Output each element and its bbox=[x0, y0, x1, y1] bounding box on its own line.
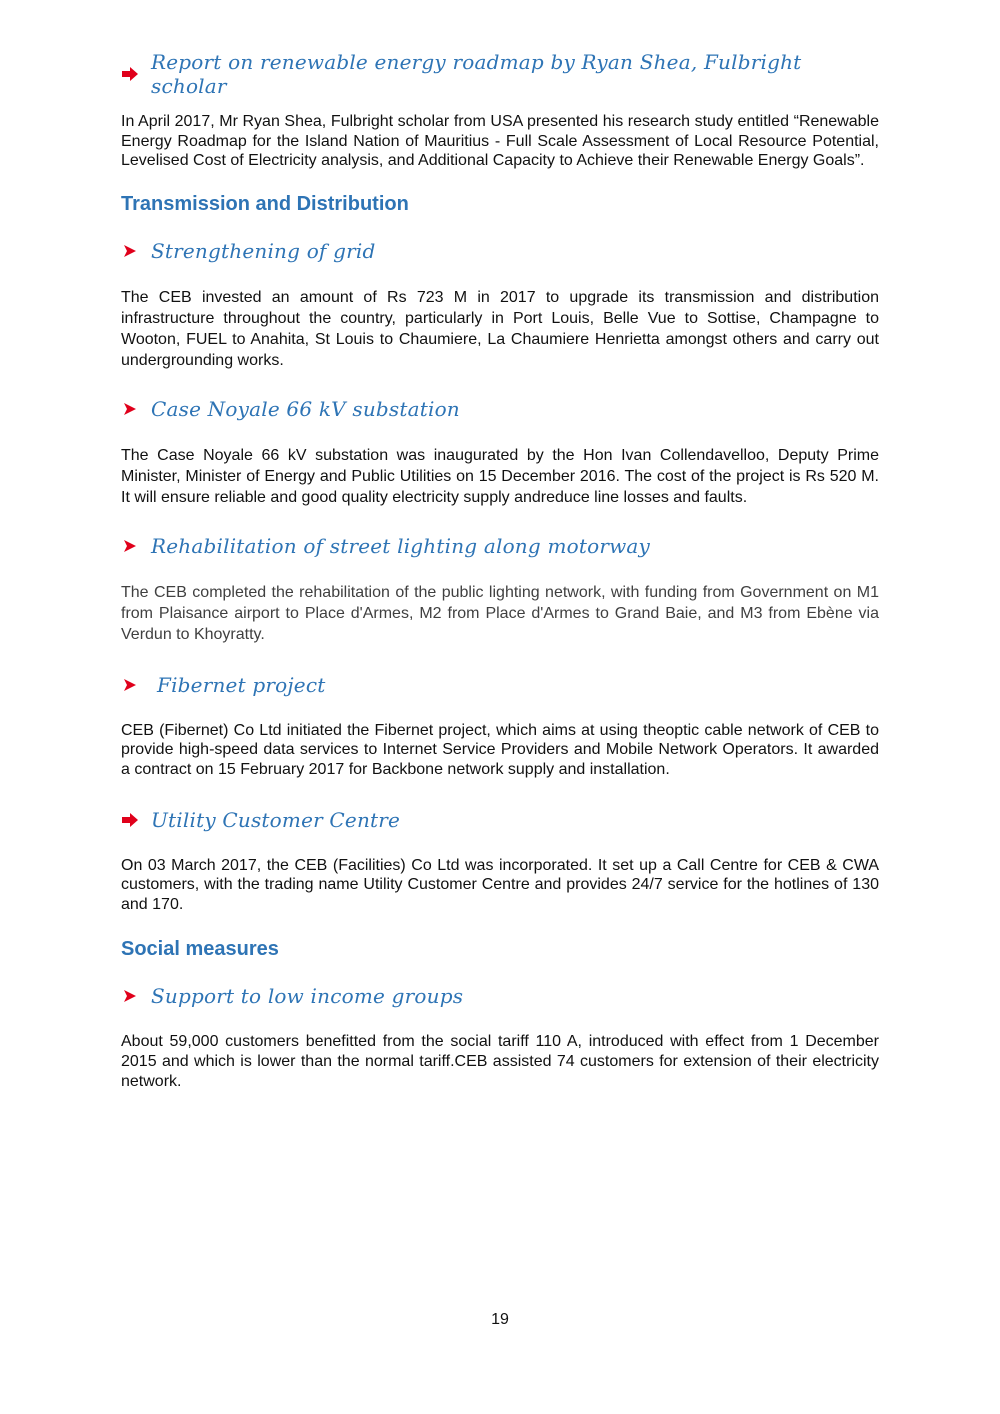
chevron-right-icon bbox=[121, 537, 139, 555]
subheading-substation bbox=[121, 391, 879, 427]
subheading-text: Case Noyale 66 kV substation bbox=[151, 396, 460, 421]
right-arrow-icon bbox=[121, 65, 139, 83]
paragraph-fibernet: CEB (Fibernet) Co Ltd initiated the Fibernet project, which aims at using theoptic cable network of CEB to provide high-speed data services to Internet Service Providers and Mobile Network Operators. It awarded a contract on 15 February 2017 for Backbone network supply and installation. bbox=[121, 721, 879, 778]
subheading-lighting bbox=[121, 528, 879, 564]
subheading-fibernet bbox=[121, 667, 879, 703]
page-number: 19 bbox=[491, 1311, 509, 1328]
subheading-text: Rehabilitation of street lighting along motorway bbox=[151, 533, 651, 558]
right-arrow-icon bbox=[121, 811, 139, 829]
document-page bbox=[121, 50, 879, 1091]
section-heading-social: Social measures bbox=[121, 938, 279, 961]
subheading-text: Fibernet project bbox=[157, 672, 326, 697]
chevron-right-icon bbox=[121, 242, 139, 260]
paragraph-substation: The Case Noyale 66 kV substation was inaugurated by the Hon Ivan Collendavelloo, Deputy Prime Minister, Minister of Energy and Public Utilities on 15 December 2016. The cost of the project is Rs 520 M. It will ensure reliable and good quality electricity supply andreduce line losses and faults. bbox=[121, 446, 879, 506]
paragraph-ucc: On 03 March 2017, the CEB (Facilities) Co Ltd was incorporated. It set up a Call Centre for CEB & CWA customers, with the trading name Utility Customer Centre and provides 24/7 service for the hotlines of 130 and 170. bbox=[121, 856, 879, 913]
chevron-right-icon bbox=[121, 676, 139, 694]
subheading-text: Utility Customer Centre bbox=[151, 807, 401, 832]
paragraph-support: About 59,000 customers benefitted from the social tariff 110 A, introduced with effect from 1 December 2015 and which is lower than the normal tariff.CEB assisted 74 customers for extension of their electricity network. bbox=[121, 1033, 879, 1090]
subheading-text: Report on renewable energy roadmap by Ryan Shea, Fulbright scholar bbox=[151, 50, 802, 98]
subheading-text: Strengthening of grid bbox=[151, 238, 376, 263]
chevron-right-icon bbox=[121, 987, 139, 1005]
paragraph-report: In April 2017, Mr Ryan Shea, Fulbright scholar from USA presented his research study entitled “Renewable Energy Roadmap for the Island Nation of Mauritius - Full Scale Assessment of Local Resource Potential, Levelised Cost of Electricity analysis, and Additional Capacity to Achieve their Renewable Energy Goals”. bbox=[121, 113, 879, 170]
chevron-right-icon bbox=[121, 400, 139, 418]
subheading-support bbox=[121, 978, 879, 1014]
subheading-text: Support to low income groups bbox=[151, 984, 464, 1009]
subheading-grid bbox=[121, 233, 879, 269]
subheading-ucc bbox=[121, 802, 879, 838]
paragraph-lighting: The CEB completed the rehabilitation of the public lighting network, with funding from Government on M1 from Plaisance airport to Place d'Armes, M2 from Place d'Armes to Grand Baie, and M3 from Ebène via Verdun to Khoyratty. bbox=[121, 583, 879, 643]
paragraph-grid: The CEB invested an amount of Rs 723 M in 2017 to upgrade its transmission and distribution infrastructure throughout the country, particularly in Port Louis, Belle Vue to Sottise, Champagne to Wooton, FUEL to Anahita, St Louis to Chaumiere, La Chaumiere Henrietta amongst others and carry out undergrounding works. bbox=[121, 288, 879, 369]
section-heading-transmission: Transmission and Distribution bbox=[121, 192, 409, 215]
subheading-report bbox=[121, 50, 879, 98]
